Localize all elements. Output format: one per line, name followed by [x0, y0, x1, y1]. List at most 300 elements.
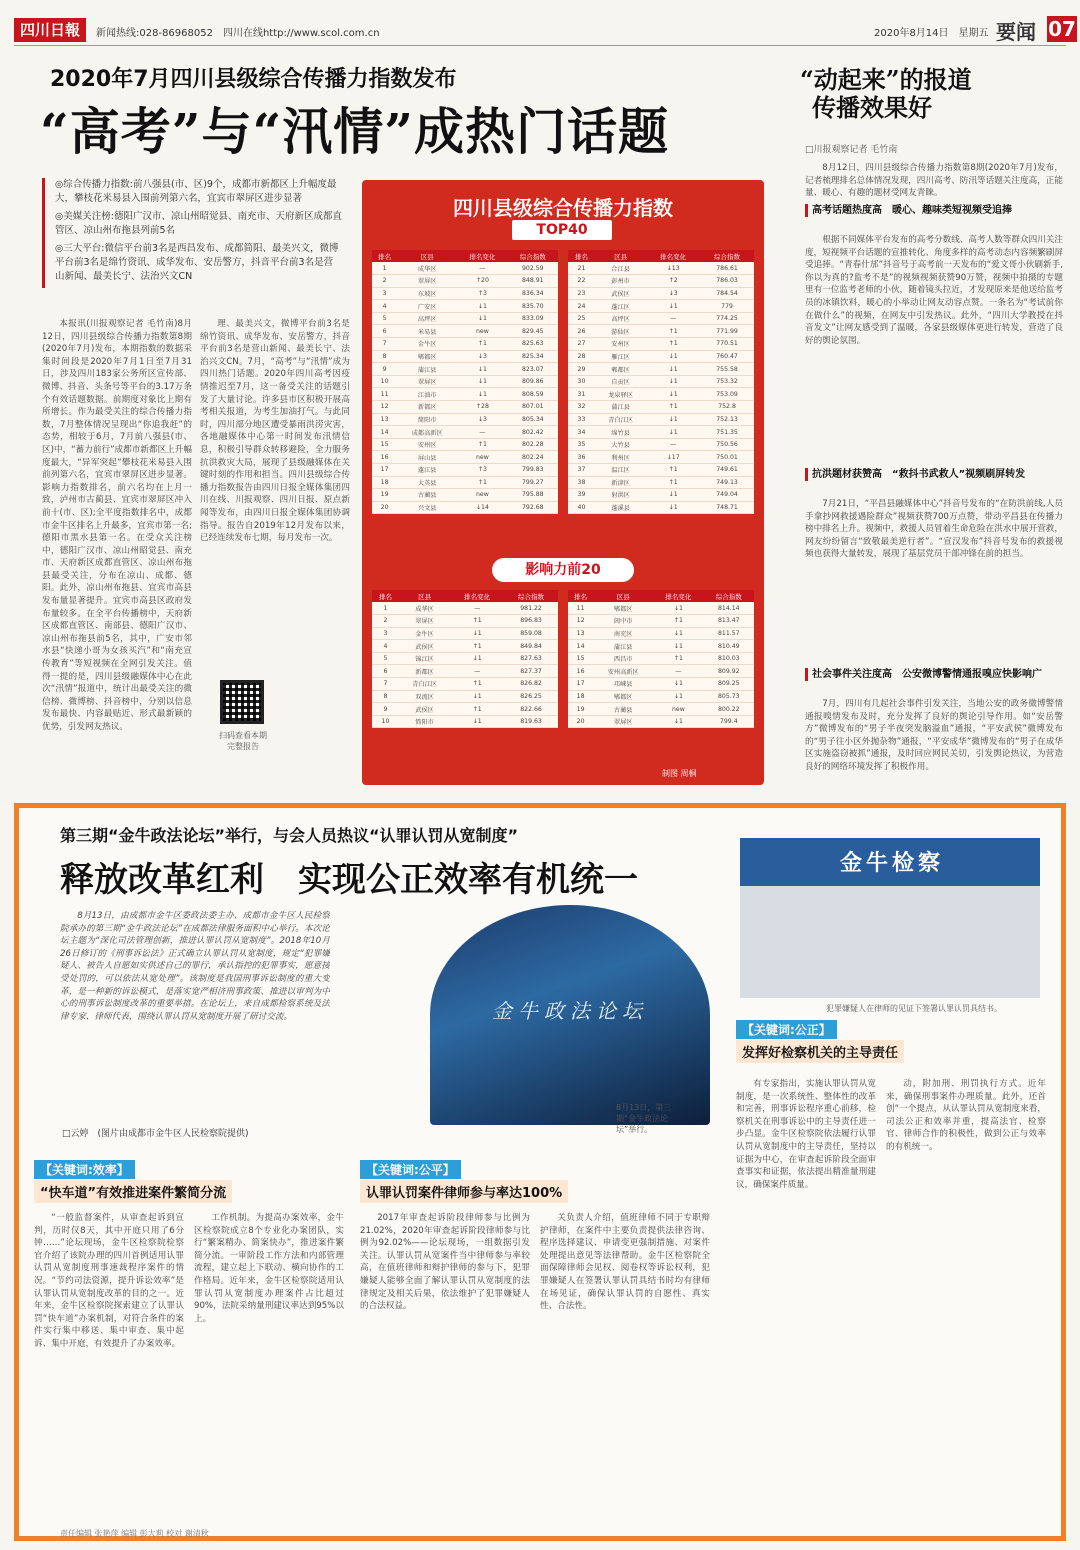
table-cell: ↑1 — [646, 325, 700, 338]
table-cell: 774.25 — [700, 312, 754, 325]
table-cell: 绵竹县 — [595, 426, 646, 439]
table-cell: 郫都区 — [397, 350, 457, 363]
table-cell: ↑1 — [646, 338, 700, 351]
table-cell: — — [457, 426, 507, 439]
table-cell: 龙泉驿区 — [595, 388, 646, 401]
table-cell: 786.03 — [700, 275, 754, 288]
table-cell: ↓3 — [646, 287, 700, 300]
table-row — [372, 363, 558, 376]
table-cell: 8 — [372, 690, 399, 703]
forum-photo — [430, 905, 710, 1125]
keyword-title-fairness: 认罪认罚案件律师参与率达100% — [360, 1180, 568, 1203]
table-cell: 902.59 — [508, 262, 558, 275]
table-cell: 青白江区 — [595, 413, 646, 426]
table-cell: 825.34 — [508, 350, 558, 363]
table-cell: 37 — [568, 464, 595, 477]
table-cell: 814.14 — [704, 602, 754, 615]
table-cell: 1 — [372, 262, 397, 275]
table-cell: 江油市 — [397, 388, 457, 401]
keyword-text-fairness-2 — [540, 1212, 710, 1522]
table-cell: ↓1 — [646, 300, 700, 313]
table-cell: 安州区 — [595, 338, 646, 351]
table-cell: 18 — [372, 476, 397, 489]
table-cell: ↓1 — [653, 602, 703, 615]
table-cell: 武侯区 — [399, 703, 450, 716]
top-article-kicker: 2020年7月四川县级综合传播力指数发布 — [50, 67, 457, 92]
page-footer: 责任编辑 张艳萍 编辑 彭大莉 校对 谢清秋 — [60, 1529, 209, 1538]
table-cell: ↓1 — [457, 388, 507, 401]
forum-photo-caption: 8月13日，第三期“金牛政法论坛”举行。 — [616, 1103, 672, 1134]
table-cell: ↑1 — [646, 401, 700, 414]
table-cell: 简阳市 — [399, 715, 450, 728]
table-cell: 游仙区 — [595, 325, 646, 338]
table-cell: — — [653, 665, 703, 678]
table-cell: 3 — [372, 627, 399, 640]
table-cell: 9 — [372, 703, 399, 716]
table-cell: 13 — [372, 413, 397, 426]
body-text: “一般监督案件，从审查起诉到宣判，历时仅8天，其中开庭只用了6分钟……”论坛现场，金牛区检察院检察官介绍了该院办理的四川首例适用认罪认罚从宽制度刑事速裁程序案件的情况。“节约司法资源，提升诉讼效率”是认罪认罚从宽制度改革的目的之一。近年来，金牛区检察院探索建立了认罪认罚“快车道”办案机制，对符合条件的案件实行集中移送、集中审查、集中起诉、集中开庭，有效提升了办案效率。 — [34, 1213, 184, 1349]
table-cell: 749.04 — [700, 489, 754, 502]
table-cell: 27 — [568, 338, 595, 351]
table-row — [372, 665, 558, 678]
table-cell: 811.57 — [704, 627, 754, 640]
right-subhead-2: 抗洪题材获赞高 “救抖书武救人”视频刷屏转发 — [805, 468, 1055, 481]
table-cell: ↓1 — [457, 363, 507, 376]
table-cell: 古蔺县 — [397, 489, 457, 502]
table-cell: 郫都区 — [593, 602, 653, 615]
table-cell: ↑1 — [457, 338, 507, 351]
table-cell: 7 — [372, 678, 399, 691]
table-row — [568, 413, 754, 426]
table-cell: ↓1 — [646, 489, 700, 502]
table-row — [372, 413, 558, 426]
table-cell: 18 — [568, 690, 593, 703]
table-cell: 10 — [372, 715, 399, 728]
table-cell: 广安区 — [397, 300, 457, 313]
table-cell: ↓1 — [646, 350, 700, 363]
table-cell: 800.22 — [704, 703, 754, 716]
table-cell: 5 — [372, 652, 399, 665]
top20-table-left — [372, 590, 558, 728]
top20-table-right — [568, 590, 754, 728]
keyword-title-efficiency: “快车道”有效推进案件繁简分流 — [34, 1180, 232, 1203]
table-cell: 795.88 — [508, 489, 558, 502]
table-cell: 安州区 — [397, 438, 457, 451]
table-cell: 7 — [372, 338, 397, 351]
table-cell: 16 — [372, 451, 397, 464]
table-row — [568, 615, 754, 628]
table-cell: 9 — [372, 363, 397, 376]
top40-table-left — [372, 250, 558, 514]
table-cell: 848.91 — [508, 275, 558, 288]
table-cell: 11 — [568, 602, 593, 615]
table-row — [372, 426, 558, 439]
table-cell: 771.99 — [700, 325, 754, 338]
body-text: 动，附加刑、刑罚执行方式。近年来，确保刑事案件办理质量。此外，还首创“一个提点，从认罪认罚从宽制度来看，司法公正和效率并重，提高法官、检察官、律师合作的积极性，做到公正与效率的有机统一。 — [886, 1079, 1046, 1152]
right-article-text-1 — [805, 234, 1063, 460]
table-row — [568, 627, 754, 640]
table-cell: 新津区 — [595, 476, 646, 489]
top40-table-right — [568, 250, 754, 514]
table-cell: 2 — [372, 275, 397, 288]
table-header-cell: 综合指数 — [508, 250, 558, 262]
table-row — [372, 640, 558, 653]
procuratorate-photo-caption: 犯罪嫌疑人在律师的见证下签署认罪认罚具结书。 — [826, 1004, 1002, 1013]
table-cell: 米易县 — [397, 325, 457, 338]
body-text: 关负责人介绍，值班律师不同于专职辩护律师，在案件中主要负责提供法律咨询、程序选择建议、申请变更强制措施、对案件处理提出意见等法律帮助。金牛区检察院全面保障律师会见权、阅卷权等诉讼权利，犯罪嫌疑人在签署认罪认罚具结书时均有律师在场见证，确保认罪认罚的自愿性、真实性、合法性。 — [540, 1213, 710, 1312]
table-cell: 蓬江区 — [595, 300, 646, 313]
table-cell: ↓1 — [646, 363, 700, 376]
table-header-cell: 区县 — [593, 590, 653, 602]
table-cell: 简阳市 — [397, 413, 457, 426]
table-row — [372, 287, 558, 300]
table-cell: 西昌市 — [593, 652, 653, 665]
table-row — [568, 350, 754, 363]
table-cell: 829.45 — [508, 325, 558, 338]
table-cell: 755.58 — [700, 363, 754, 376]
table-cell: 14 — [568, 640, 593, 653]
table-row — [568, 338, 754, 351]
table-cell: 819.63 — [504, 715, 558, 728]
issue-date: 2020年8月14日 星期五 — [874, 28, 989, 39]
table-cell: new — [457, 451, 507, 464]
table-cell: 751.35 — [700, 426, 754, 439]
table-cell: ↓1 — [457, 300, 507, 313]
newspaper-logo: 四川日報 — [14, 18, 86, 42]
right-article-headline — [800, 66, 972, 122]
table-cell: ↑1 — [450, 678, 504, 691]
table-row — [372, 338, 558, 351]
table-cell: 833.09 — [508, 312, 558, 325]
table-row — [568, 640, 754, 653]
table-cell: 752.8 — [700, 401, 754, 414]
graphic-credit: 制图 周桐 — [662, 769, 697, 778]
table-cell: ↓1 — [653, 640, 703, 653]
table-cell: 26 — [568, 325, 595, 338]
forum-photo-banner-text: 金牛政法论坛 — [492, 999, 648, 1023]
table-cell: 11 — [372, 388, 397, 401]
table-cell: 809.92 — [704, 665, 754, 678]
table-cell: 750.01 — [700, 451, 754, 464]
table-row — [372, 602, 558, 615]
top-article-headline: “高考”与“汛情”成热门话题 — [40, 102, 670, 161]
table-cell: 823.07 — [508, 363, 558, 376]
table-cell: 15 — [568, 652, 593, 665]
keyword-tag-fairness: 【关键词:公平】 — [360, 1160, 461, 1179]
right-article-intro — [805, 162, 1063, 200]
table-cell: ↑1 — [457, 438, 507, 451]
body-text: 有专家指出，实施认罪认罚从宽制度，是一次系统性、整体性的改革和完善，刑事诉讼程序重心前移，检察机关在刑事诉讼中的主导责任进一步凸显。金牛区检察院依法履行认罪认罚从宽制度中的主导责任，坚持以证据为中心，在审查起诉阶段全面审查事实和证据，依法提出精准量刑建议，确保案件质量。 — [736, 1079, 876, 1190]
table-cell: 22 — [568, 275, 595, 288]
body-text: 根据不同媒体平台发布的高考分数线、高考人数等群众四川关注度，短视频平台话题的宣推转化、角度多样的高考动态内容频繁刷屏受追捧。“青春什邡”抖音号于高考前一天发布的“爱文哥小伙刷新手,你以为真的?监考不是”的视频视频获赞90万赞，视频中拍摄的专题里有一位监考老师的小伙，随着镜头拉近，才发现原来是他送给监考员的冰镇饮料，暖心的小举动让网友动容点赞。一条名为“考试前你在做什么”的视频，在网友中引发热议。此外，“四川大学教授在抖音发文”让网友感受到了温暖，各家县级媒体更进行转发，营造了良好的舆论氛围。 — [805, 235, 1063, 346]
table-cell: 826.25 — [504, 690, 558, 703]
table-header-cell: 区县 — [399, 590, 450, 602]
table-cell: 双流区 — [399, 690, 450, 703]
ranking-title: 四川县级综合传播力指数 — [453, 196, 673, 220]
table-cell: 859.08 — [504, 627, 558, 640]
table-row — [372, 678, 558, 691]
table-row — [372, 703, 558, 716]
table-header-cell: 综合指数 — [504, 590, 558, 602]
table-cell: 蒲江县 — [595, 401, 646, 414]
table-row — [372, 275, 558, 288]
table-cell: ↓17 — [646, 451, 700, 464]
table-cell: 802.24 — [508, 451, 558, 464]
table-cell: 蒲江县 — [397, 363, 457, 376]
table-cell: 20 — [568, 715, 593, 728]
table-row — [372, 388, 558, 401]
table-cell: ↓1 — [646, 413, 700, 426]
table-cell: 784.54 — [700, 287, 754, 300]
table-cell: ↓1 — [457, 312, 507, 325]
keyword-tag-efficiency: 【关键词:效率】 — [34, 1160, 135, 1179]
table-cell: 19 — [568, 703, 593, 716]
right-article-text-2 — [805, 498, 1063, 658]
body-text: 8月12日，四川县级综合传播力指数第8期(2020年7月)发布，记者梳理排名总体情况发现，四川高考、防汛等话题关注度高，正能量、暖心、有趣的题材受网友青睐。 — [805, 163, 1063, 199]
table-cell: — — [450, 665, 504, 678]
table-row — [372, 464, 558, 477]
right-subhead-1: 高考话题热度高 暖心、趣味类短视频受追捧 — [805, 204, 1055, 217]
table-cell: ↓3 — [457, 350, 507, 363]
table-row — [568, 325, 754, 338]
table-row — [372, 652, 558, 665]
table-cell: 750.56 — [700, 438, 754, 451]
table-row — [372, 262, 558, 275]
table-cell: 749.61 — [700, 464, 754, 477]
table-cell: ↓1 — [653, 678, 703, 691]
table-cell: 翠屏区 — [397, 275, 457, 288]
table-row — [372, 438, 558, 451]
bottom-article-lead — [60, 910, 330, 1095]
table-cell: ↓1 — [450, 627, 504, 640]
table-cell: ↓1 — [646, 426, 700, 439]
table-row — [372, 476, 558, 489]
table-cell: 810.49 — [704, 640, 754, 653]
table-row — [568, 401, 754, 414]
table-header-cell: 综合指数 — [700, 250, 754, 262]
summary-item: ◎综合传播力指数:前八强县(市、区)9个，成都市新都区上升幅度最大，攀枝花米易县入围前列第六名，宜宾市翠屏区进步显著 — [55, 179, 337, 204]
table-cell: 792.68 — [508, 501, 558, 514]
table-cell: — — [450, 602, 504, 615]
table-cell: 21 — [568, 262, 595, 275]
table-cell: 836.34 — [508, 287, 558, 300]
headline-line: “动起来”的报道 — [800, 65, 972, 94]
right-subhead-3: 社会事件关注度高 公安微博警情通报嗅应快影响广 — [805, 668, 1055, 681]
table-cell: ↑1 — [646, 476, 700, 489]
table-cell: ↓1 — [653, 690, 703, 703]
table-cell: 799.27 — [508, 476, 558, 489]
table-cell: 25 — [568, 312, 595, 325]
table-cell: 蒲江县 — [593, 640, 653, 653]
table-cell: ↓1 — [653, 627, 703, 640]
table-cell: 屏山县 — [397, 451, 457, 464]
table-cell: 770.51 — [700, 338, 754, 351]
table-cell: 高坪区 — [397, 312, 457, 325]
table-cell: ↑1 — [450, 640, 504, 653]
table-row — [568, 602, 754, 615]
table-cell: ↑3 — [457, 464, 507, 477]
table-cell: 15 — [372, 438, 397, 451]
table-cell: 752.13 — [700, 413, 754, 426]
table-cell: ↓1 — [457, 375, 507, 388]
table-row — [568, 426, 754, 439]
table-cell: 金牛区 — [399, 627, 450, 640]
table-row — [568, 375, 754, 388]
table-cell: ↓1 — [450, 690, 504, 703]
table-cell: 2 — [372, 615, 399, 628]
table-cell: 33 — [568, 413, 595, 426]
table-cell: 810.03 — [704, 652, 754, 665]
body-text: 工作机制。为提高办案效率，金牛区检察院成立8个专业化办案团队，实行“繁案精办、简案快办”，推进案件繁简分流。一审阶段工作方法和内部管理流程，建立起上下联动、横向协作的工作格局。近年来，金牛区检察院适用认罪认罚从宽制度办理案件占比超过90%，法院采纳量刑建议率达到95%以上。 — [194, 1213, 344, 1324]
table-cell: new — [653, 703, 703, 716]
table-cell: ↓1 — [646, 501, 700, 514]
table-cell: 新都区 — [399, 665, 450, 678]
table-cell: 蓬溪县 — [595, 501, 646, 514]
table-cell: 38 — [568, 476, 595, 489]
table-row — [568, 703, 754, 716]
table-cell: ↑1 — [653, 652, 703, 665]
table-cell: 779 — [700, 300, 754, 313]
table-cell: 大英县 — [397, 476, 457, 489]
table-row — [372, 451, 558, 464]
table-cell: 39 — [568, 489, 595, 502]
table-cell: new — [457, 489, 507, 502]
table-cell: 郫都区 — [593, 690, 653, 703]
table-row — [372, 615, 558, 628]
table-row — [568, 678, 754, 691]
masthead — [14, 14, 1076, 46]
body-text: 7月21日，“平昌县融媒体中心”抖音号发布的“在防洪前线,人员手拿抄网救援遇险群众”视频获赞700万点赞，带动平昌县在传播力榜中排名上升。视频中，救援人员冒着生命危险在洪水中展开营救，网友纷纷留言“致敬最美逆行者”。“宣汉发布”抖音号发布的救援视频也获得大量转发，展现了基层党员干部冲锋在前的担当。 — [805, 499, 1063, 560]
ranking-infographic — [362, 180, 764, 785]
table-cell: 12 — [568, 615, 593, 628]
table-header-cell: 综合指数 — [704, 590, 754, 602]
procuratorate-photo — [740, 838, 1040, 998]
table-header-cell: 区县 — [397, 250, 457, 262]
table-cell: 13 — [568, 627, 593, 640]
body-text: 理、最美兴文，微博平台前3名是绵竹资讯、成华发布、安岳警方，抖音平台前3名是营山新闻、最美长宁、法治兴文CN。7月，“高考”与“汛情”成为四川热门话题。2020年四川高考因疫情推迟至7月，这一备受关注的话题引发了大量讨论。许多县市区积极开展高考相关报道，为考生加油打气。与此同时，四川部分地区遭受暴雨洪涝灾害，各地融媒体中心第一时间发布汛情信息，积极引导群众转移避险，全力服务抗洪救灾大局，展现了县级融媒体在关键时刻的作用和担当。四川县级综合传播力指数报告由四川日报全媒体集团四川在线、川报观察、四川日报、原点新闻等发布，由四川日报全媒体集团协调指导。报告自2019年12月发布以来，已经连续发布七期，每月发布一次。 — [200, 319, 350, 544]
right-article-text-3 — [805, 698, 1063, 788]
table-cell: 17 — [372, 464, 397, 477]
table-cell: 30 — [568, 375, 595, 388]
body-text: 2017年审查起诉阶段律师参与比例为21.02%，2020年审查起诉阶段律师参与比例为92.02%——论坛现场，一组数据引发关注。认罪认罚从宽案件当中律师参与率较高，在值班律师和辩护律师的参与下，犯罪嫌疑人能够全面了解认罪认罚从宽制度的法律规定及相关后果，依法维护了犯罪嫌疑人的合法权益。 — [360, 1213, 530, 1312]
keyword-title-justice: 发挥好检察机关的主导责任 — [736, 1040, 904, 1063]
keyword-text-efficiency — [34, 1212, 184, 1522]
table-cell: 郫都区 — [595, 363, 646, 376]
table-cell: 成华区 — [397, 262, 457, 275]
table-cell: 16 — [568, 665, 593, 678]
qr-code[interactable] — [220, 680, 264, 724]
top40-label: TOP40 — [512, 220, 612, 240]
table-cell: 1 — [372, 602, 399, 615]
table-row — [372, 375, 558, 388]
top-article-body-col1 — [42, 318, 192, 788]
table-cell: 阆中市 — [593, 615, 653, 628]
top-article-summary — [42, 178, 342, 288]
table-header-cell: 排名 — [372, 250, 397, 262]
table-cell: 826.82 — [504, 678, 558, 691]
table-cell: — — [457, 262, 507, 275]
table-row — [568, 262, 754, 275]
table-cell: 827.63 — [504, 652, 558, 665]
table-cell: 24 — [568, 300, 595, 313]
table-cell: ↑2 — [646, 275, 700, 288]
table-cell: 753.32 — [700, 375, 754, 388]
table-cell: ↑1 — [653, 615, 703, 628]
table-cell: 29 — [568, 363, 595, 376]
table-cell: 射洪区 — [595, 489, 646, 502]
table-cell: 28 — [568, 350, 595, 363]
table-cell: 808.59 — [508, 388, 558, 401]
table-row — [372, 300, 558, 313]
table-row — [372, 350, 558, 363]
table-cell: ↑1 — [450, 615, 504, 628]
table-cell: 雁江区 — [595, 350, 646, 363]
table-row — [568, 275, 754, 288]
table-cell: 武侯区 — [595, 287, 646, 300]
table-cell: 8 — [372, 350, 397, 363]
table-cell: 34 — [568, 426, 595, 439]
table-cell: 23 — [568, 287, 595, 300]
table-cell: 青白江区 — [399, 678, 450, 691]
table-cell: 17 — [568, 678, 593, 691]
table-cell: 大竹县 — [595, 438, 646, 451]
table-row — [568, 690, 754, 703]
table-row — [568, 489, 754, 502]
table-cell: 749.13 — [700, 476, 754, 489]
table-cell: ↓1 — [450, 715, 504, 728]
table-cell: 835.70 — [508, 300, 558, 313]
table-cell: 6 — [372, 665, 399, 678]
table-cell: 4 — [372, 300, 397, 313]
table-cell: 温江区 — [595, 464, 646, 477]
table-cell: ↓1 — [646, 375, 700, 388]
table-row — [372, 501, 558, 514]
table-cell: 东坡区 — [397, 287, 457, 300]
table-header-cell: 排名变化 — [653, 590, 703, 602]
table-cell: 古蔺县 — [593, 703, 653, 716]
table-row — [372, 715, 558, 728]
table-cell: 809.25 — [704, 678, 754, 691]
table-cell: 799.83 — [508, 464, 558, 477]
table-cell: 安州高新区 — [593, 665, 653, 678]
table-cell: 805.73 — [704, 690, 754, 703]
table-cell: 翠屏区 — [399, 615, 450, 628]
table-row — [568, 438, 754, 451]
table-row — [372, 401, 558, 414]
table-cell: 799.4 — [704, 715, 754, 728]
table-cell: ↑3 — [457, 287, 507, 300]
table-cell: 成华区 — [399, 602, 450, 615]
table-cell: ↓1 — [450, 652, 504, 665]
table-cell: 武侯区 — [399, 640, 450, 653]
table-cell: ↑28 — [457, 401, 507, 414]
table-cell: 32 — [568, 401, 595, 414]
body-text: 本报讯(川报观察记者 毛竹南)8月12日，四川县级综合传播力指数第8期(2020年7月)发布，本期指数的数据采集时间段是2020年7月1日至7月31日，涉及四川183家公务所区宣传部、微博、抖音、头条号等平台的3.17万条个有效话题数据。前期度对象比上期有所增长。作为最受关注的综合传播力指数，7月整体情况呈现出“你追我赶”的态势，相较于6月，7月前八强县(市、区)中，“蓄力前行”成都市新都区上升幅度最大，“异军突起”攀枝花米易县入围前列第六名，宜宾市翠屏区进步显著。影响力指数排名，前六名均在上月一致，泸州市古蔺县、宜宾市翠屏区冲入前十(市、区);全平度指数排名中，成都市金牛区排名上升最多，宜宾市第一名;德阳市黑水县第一名。在受众关注榜中，德阳广汉市、凉山州昭觉县、南充市、天府新区成都直管区、凉山州布拖县最受关注，分布在凉山、成都、德阳。此外，凉山州布拖县、宜宾市高县发布量显著提升。宜宾市高县区政府发布量较多。在全平台传播榜中，天府新区成都直管区、南部县、德阳广汉市、凉山州布拖县前5名，其中，广安市邻水县“快递小哥为女孩买汽”和“南充宣传教育”等短视频在全网引发关注。值得一提的是，四川县级融媒体中心在此次“汛情”报道中，统计出最受关注的微信榜、微博榜、抖音榜中，分别以信息发布最快、内容最贴近、形式最新颖的优势，引发网友热议。 — [42, 319, 192, 732]
table-cell: 锦江区 — [399, 652, 450, 665]
table-cell: 14 — [372, 426, 397, 439]
table-header-cell: 排名 — [568, 250, 595, 262]
table-header-cell: 排名变化 — [457, 250, 507, 262]
table-cell: ↑20 — [457, 275, 507, 288]
table-row — [372, 690, 558, 703]
keyword-text-justice — [736, 1078, 876, 1518]
table-row — [568, 652, 754, 665]
table-cell: ↑1 — [450, 703, 504, 716]
hotline-text: 新闻热线:028-86968052 四川在线http://www.scol.com.cn — [96, 28, 380, 39]
table-cell: 31 — [568, 388, 595, 401]
table-cell: 807.01 — [508, 401, 558, 414]
table-row — [568, 287, 754, 300]
